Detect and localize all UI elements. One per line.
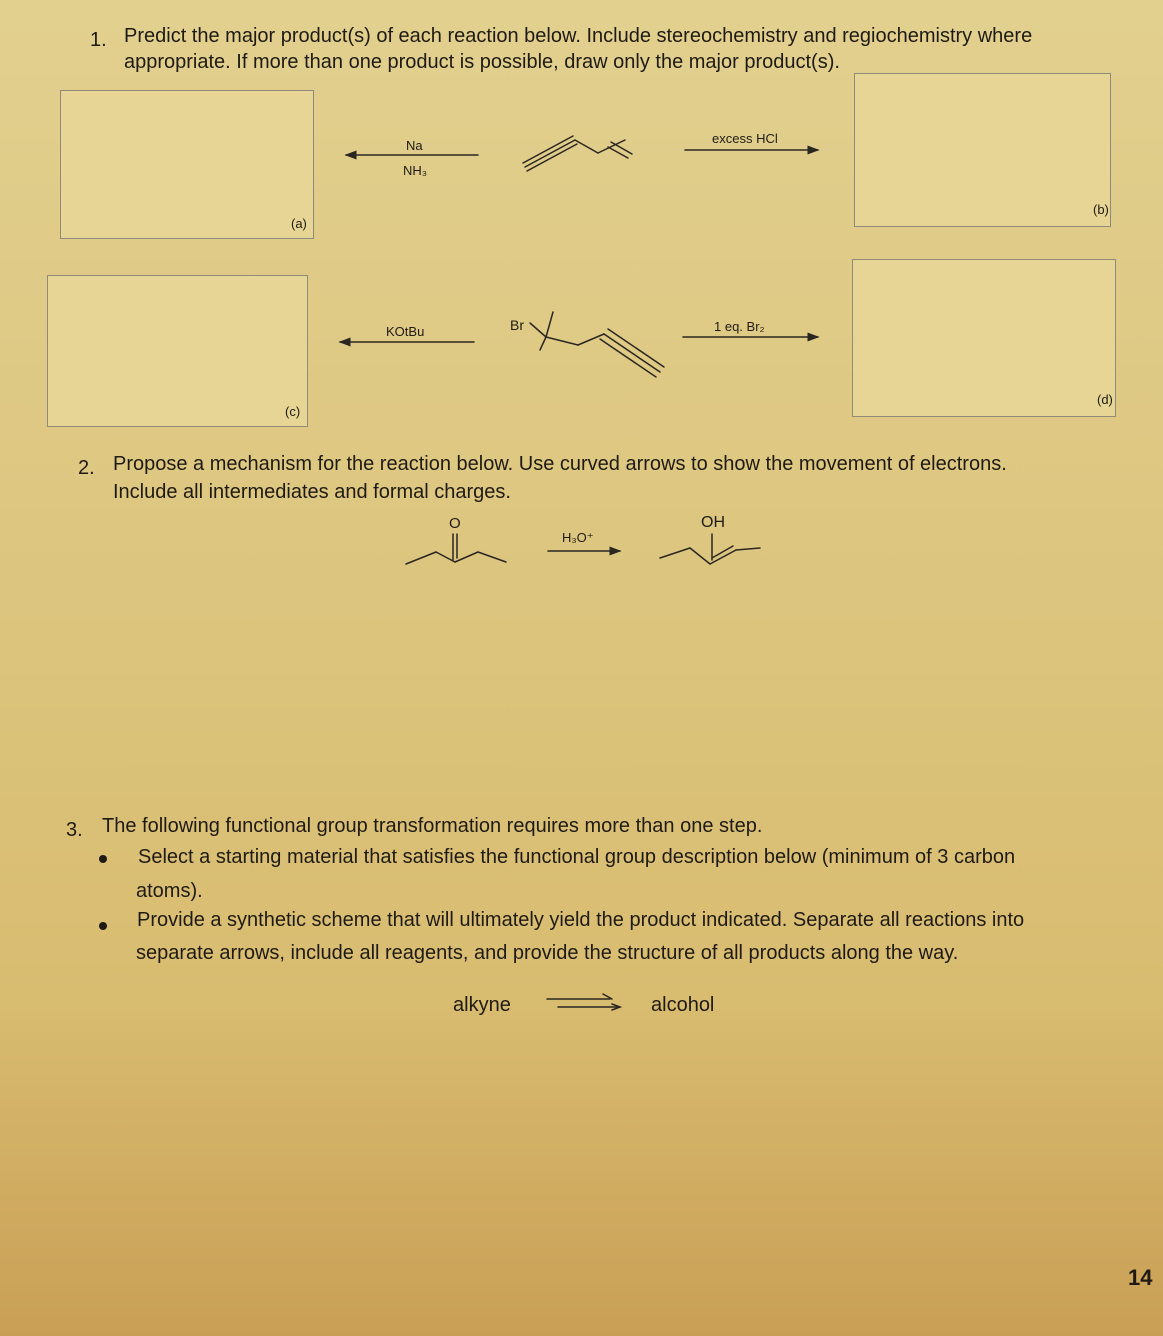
q1-line1: Predict the major product(s) of each reaction below. Include stereochemistry and regiochemistry where [124,25,1033,47]
reagent-b: excess HCl [712,131,778,146]
q2-number: 2. [78,457,95,479]
box-label-d: (d) [1097,392,1113,407]
box-label-b: (b) [1093,202,1109,217]
q3-bullet2-line2: separate arrows, include all reagents, and provide the structure of all products along the way. [136,942,959,964]
multistep-arrow-q3 [547,994,620,1010]
bromine-atom-label: Br [510,317,524,333]
q2-line1: Propose a mechanism for the reaction below. Use curved arrows to show the movement of electrons. [113,453,1007,475]
q3-bullet1-line1: Select a starting material that satisfies the functional group description below (minimum of 3 carbon [138,846,1016,868]
reagent-d: 1 eq. Br₂ [714,319,765,334]
q3-end-alcohol: alcohol [651,994,715,1016]
q1-number: 1. [90,29,107,51]
q1-line2: appropriate. If more than one product is possible, draw only the major product(s). [124,51,840,73]
q3-bullet1-line2: atoms). [136,880,203,902]
reagent-a-bottom: NH₃ [403,163,428,178]
ketone-structure [406,534,506,564]
q3-line1: The following functional group transformation requires more than one step. [102,815,763,837]
q3-start-alkyne: alkyne [453,994,511,1016]
q3-number: 3. [66,819,83,841]
q3-bullet2-line1: Provide a synthetic scheme that will ultimately yield the product indicated. Separate all reactions into [137,909,1025,931]
enol-structure [660,534,760,564]
box-label-a: (a) [291,216,307,231]
q2-line2: Include all intermediates and formal charges. [113,481,511,503]
reagent-a-top: Na [406,138,423,153]
page-number: 14 [1128,1265,1153,1290]
enol-oh-label: OH [701,514,725,531]
enyne-structure [523,136,632,171]
bromoalkyne-structure [530,312,664,377]
box-label-c: (c) [285,404,301,419]
reagent-h3o: H₃O⁺ [562,530,594,545]
reagent-c: KOtBu [386,324,425,339]
ketone-oxygen-label: O [449,515,461,532]
